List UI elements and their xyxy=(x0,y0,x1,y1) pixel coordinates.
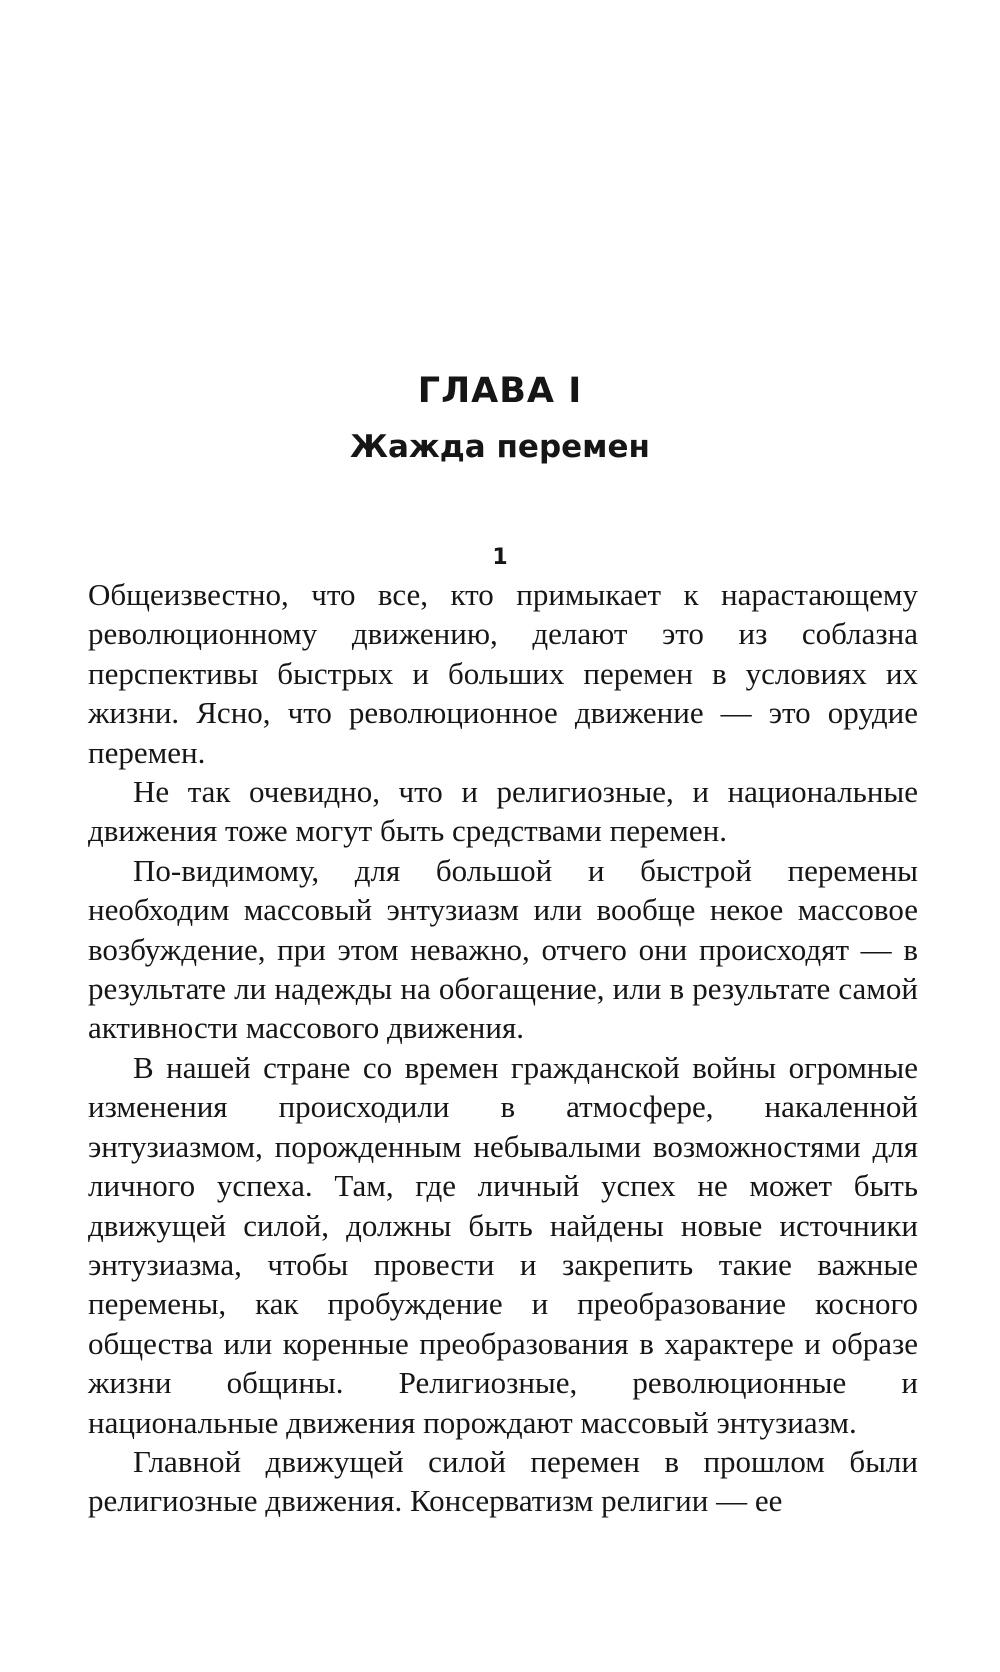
paragraph-3: По-видимому, для большой и быстрой перемены необходим массовый энтузиазм или вообще некое массовое возбуждение, при этом неважно, отчего они происходят — в результате ли надежды на обогащение, или в результате самой активности массового движения. xyxy=(88,852,918,1046)
paragraph-4: В нашей стране со времен гражданской войны огромные изменения происходили в атмосфере, накаленной энтузиазмом, порожденным небывалыми возможностями для личного успеха. Там, где личный успех не может быть движущей силой, должны быть найдены новые источники энтузиазма, чтобы провести и закрепить такие важные перемены, как пробуждение и преобразование косного общества или коренные преобразования в характере и образе жизни общины. Религиозные, революционные и национальные движения порождают массовый энтузиазм. xyxy=(88,1049,918,1440)
chapter-title: ГЛАВА I xyxy=(417,371,583,411)
paragraph-2: Не так очевидно, что и религиозные, и национальные движения тоже могут быть средствами перемен. xyxy=(88,774,918,849)
paragraph-1: Общеизвестно, что все, кто примыкает к нарастающему революционному движению, делают это из соблазна перспективы быстрых и больших перемен в условиях их жизни. Ясно, что революционное движение — это орудие перемен. xyxy=(88,577,918,770)
body-text xyxy=(88,575,918,1521)
paragraph-5: Главной движущей силой перемен в прошлом были религиозные движения. Консерватизм религии — ее xyxy=(88,1443,918,1519)
section-number: 1 xyxy=(492,545,508,570)
chapter-subtitle: Жажда перемен xyxy=(350,429,650,465)
